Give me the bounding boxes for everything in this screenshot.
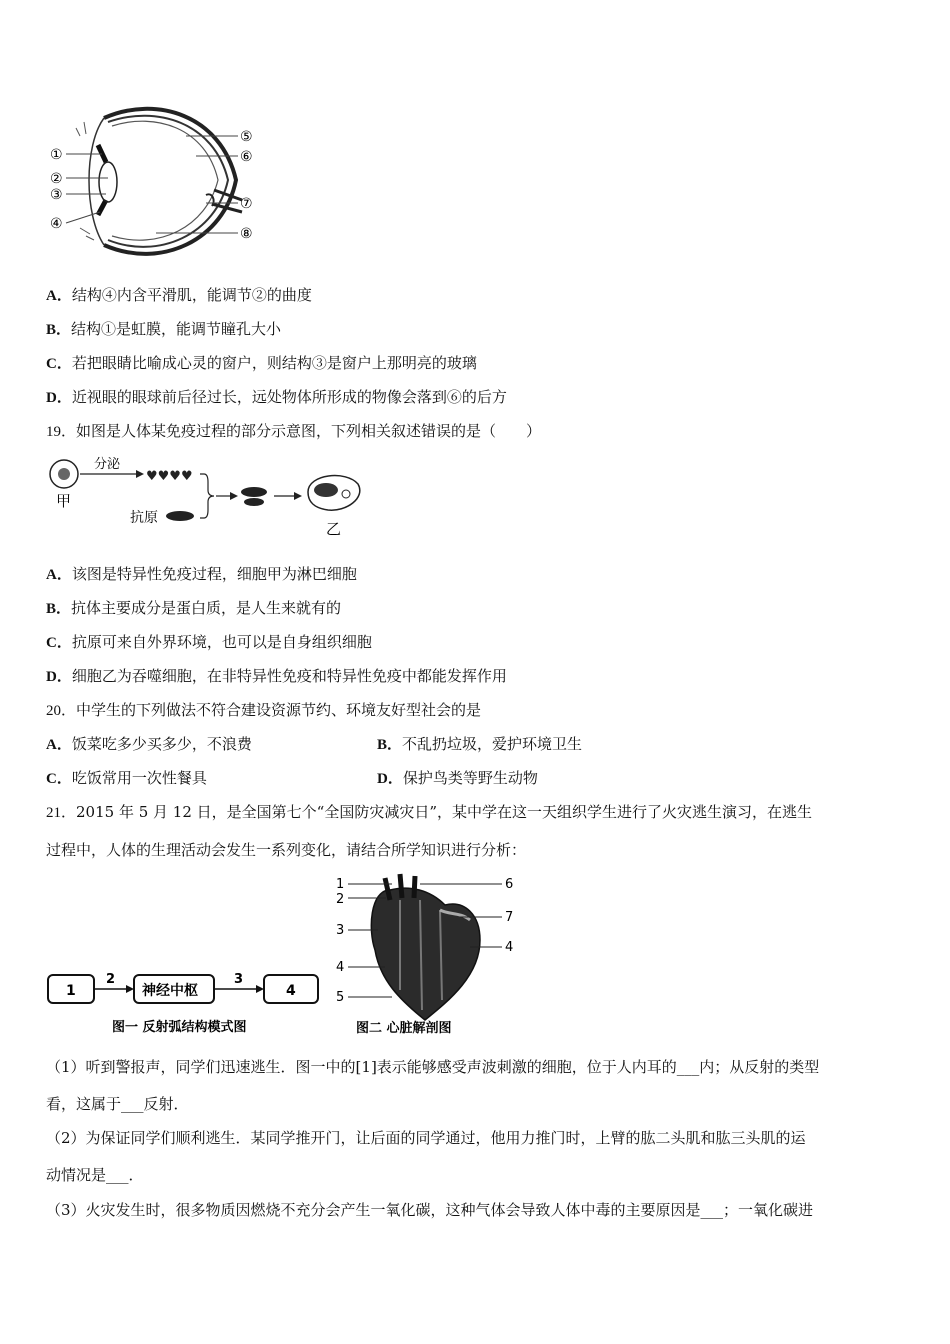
jia-label: 甲 xyxy=(56,492,72,510)
eye-label-8: ⑧ xyxy=(240,226,253,242)
q21-sub2-line2: 动情况是___． xyxy=(46,1166,144,1184)
reflex-arrow-3: 3 xyxy=(234,972,244,987)
eye-label-7: ⑦ xyxy=(240,196,253,212)
q19-option-b: B．抗体主要成分是蛋白质，是人生来就有的 xyxy=(46,599,342,617)
eye-label-4: ④ xyxy=(50,216,63,232)
q18-option-b: B．结构①是虹膜，能调节瞳孔大小 xyxy=(46,320,282,338)
q18-option-c: C．若把眼睛比喻成心灵的窗户，则结构③是窗户上那明亮的玻璃 xyxy=(46,354,477,372)
q20-option-d: D．保护鸟类等野生动物 xyxy=(377,769,538,787)
q20-stem: 20．中学生的下列做法不符合建设资源节约、环境友好型社会的是 xyxy=(46,701,482,719)
heart-label-6: 6 xyxy=(505,877,514,892)
q20-option-b: B．不乱扔垃圾，爱护环境卫生 xyxy=(377,735,583,753)
q20-option-c: C．吃饭常用一次性餐具 xyxy=(46,769,207,787)
q21-sub3-line1: （3）火灾发生时，很多物质因燃烧不充分会产生一氧化碳，这种气体会导致人体中毒的主要原因是___；一氧化碳进 xyxy=(46,1201,814,1219)
q19-option-d: D．细胞乙为吞噬细胞，在非特异性免疫和特异性免疫中都能发挥作用 xyxy=(46,667,507,685)
eye-diagram xyxy=(46,100,266,260)
q21-sub1-line1: （1）听到警报声，同学们迅速逃生．图一中的[1]表示能够感受声波刺激的细胞，位于人内耳的___内；从反射的类型 xyxy=(46,1058,820,1076)
heart-label-2: 2 xyxy=(336,892,345,907)
q21-stem-line1: 21．2015 年 5 月 12 日，是全国第七个“全国防灾减灾日”，某中学在这一天组织学生进行了火灾逃生演习，在逃生 xyxy=(46,803,813,821)
svg-text:♥♥♥♥: ♥♥♥♥ xyxy=(146,469,193,484)
q21-stem-line2: 过程中，人体的生理活动会发生一系列变化，请结合所学知识进行分析： xyxy=(46,841,527,859)
eye-label-1: ① xyxy=(50,147,63,163)
eye-label-5: ⑤ xyxy=(240,129,253,145)
kangyuan-label: 抗原 xyxy=(130,510,158,526)
heart-label-7: 7 xyxy=(505,910,514,925)
reflex-arrow-2: 2 xyxy=(106,972,116,987)
q21-sub1-line2: 看，这属于___反射． xyxy=(46,1095,189,1113)
heart-label-1: 1 xyxy=(336,877,345,892)
heart-label-5: 5 xyxy=(336,990,345,1005)
heart-label-4-left: 4 xyxy=(336,960,345,975)
reflex-box-4: 4 xyxy=(286,983,296,999)
yi-label: 乙 xyxy=(326,520,342,538)
heart-caption: 图二 心脏解剖图 xyxy=(356,1021,452,1036)
eye-label-3: ③ xyxy=(50,187,63,203)
heart-diagram xyxy=(330,870,530,1040)
immune-diagram xyxy=(46,452,366,542)
q18-option-d: D．近视眼的眼球前后径过长，远处物体所形成的物像会落到⑥的后方 xyxy=(46,388,507,406)
reflex-caption: 图一 反射弧结构模式图 xyxy=(112,1020,247,1035)
q21-sub2-line1: （2）为保证同学们顺利逃生．某同学推开门，让后面的同学通过，他用力推门时，上臂的肱二头肌和肱三头肌的运 xyxy=(46,1129,806,1147)
q19-option-a: A．该图是特异性免疫过程，细胞甲为淋巴细胞 xyxy=(46,565,357,583)
reflex-box-center: 神经中枢 xyxy=(142,983,198,999)
fenmi-label: 分泌 xyxy=(94,457,121,472)
q20-option-a: A．饭菜吃多少买多少，不浪费 xyxy=(46,735,252,753)
eye-label-2: ② xyxy=(50,171,63,187)
heart-label-4-right: 4 xyxy=(505,940,514,955)
q19-option-c: C．抗原可来自外界环境，也可以是自身组织细胞 xyxy=(46,633,372,651)
eye-label-6: ⑥ xyxy=(240,149,253,165)
reflex-arc-diagram xyxy=(46,955,326,1040)
heart-label-3: 3 xyxy=(336,923,345,938)
q18-option-a: A．结构④内含平滑肌，能调节②的曲度 xyxy=(46,286,312,304)
q19-stem: 19．如图是人体某免疫过程的部分示意图，下列相关叙述错误的是（ ） xyxy=(46,422,542,440)
reflex-box-1: 1 xyxy=(66,983,76,999)
